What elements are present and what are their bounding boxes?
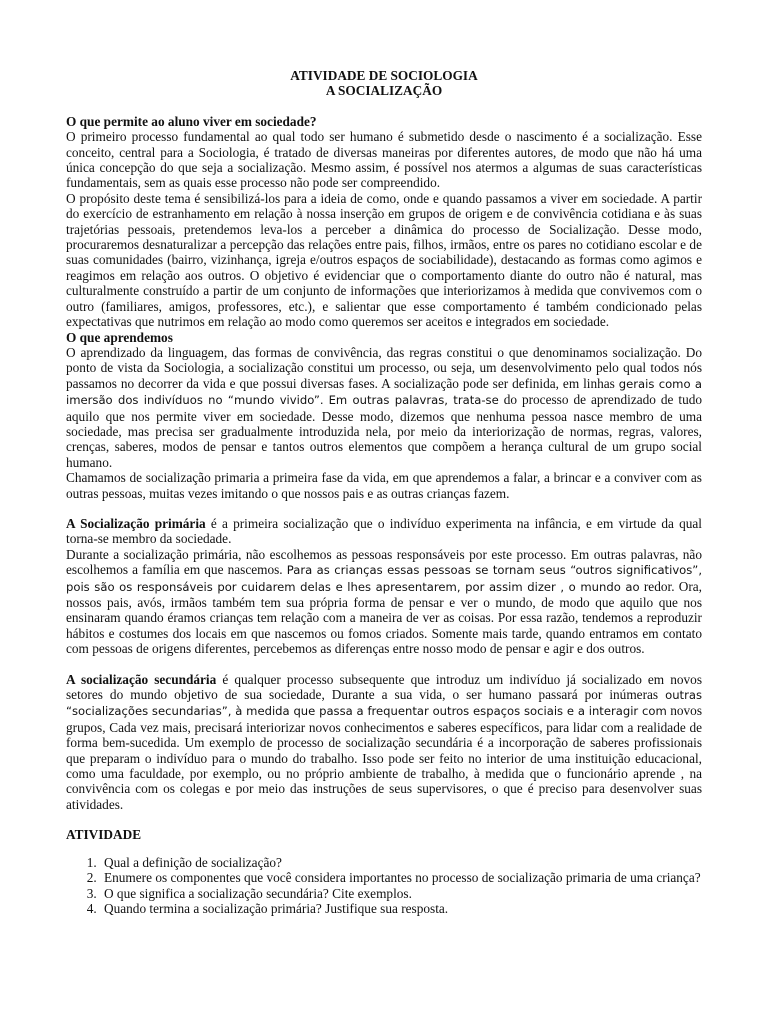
question-list — [66, 855, 702, 917]
paragraph — [66, 547, 702, 657]
paragraph: O primeiro processo fundamental ao qual todo ser humano é submetido desde o nascimento é a socialização. Esse conceito, central para a Sociologia, é tratado de diversas maneiras por diferentes autores, de modo que não há uma única concepção do que seja a socialização. Mesmo assim, é possível nos atermos a algumas de suas características fundamentais, sem as quais esse processo não pode ser compreendido. — [66, 129, 702, 191]
text-run-sans: gerais como a imersão dos indivíduos no “mundo vivido”. — [66, 376, 702, 408]
paragraph — [66, 345, 702, 470]
paragraph — [66, 672, 702, 813]
text-run: O aprendizado da linguagem, das formas de convivência, das regras constitui o que denominamos socialização. Do ponto de vista da Sociologia, a socialização constitui um processo, ou seja, um desenvolvimento pelo qual todos nós passamos no decorrer da vida e que possui diversas fases. A socialização pode ser definida, em linhas — [66, 344, 702, 391]
text-run: é a primeira socialização que o indivíduo experimenta na infância, e em virtude da qual torna-se membro da sociedade. — [66, 515, 703, 547]
paragraph — [66, 516, 702, 547]
text-run: redor. Ora, nossos pais, avós, irmãos também tem sua própria forma de pensar e ver o mundo, de modo que aquilo que nos ensinaram quando éramos crianças tem relação com a maneira de ver as coisas. Por essa razão, tendemos a reproduzir hábitos e costumes dos locais em que nascemos ou fomos criados. Somente mais tarde, quando entramos em contato com pessoas de origens diferentes, percebemos as diferenças entre nosso modo de pensar e agir e dos outros. — [66, 578, 703, 657]
paragraph: Chamamos de socialização primaria a primeira fase da vida, em que aprendemos a falar, a brincar e a conviver com as outras pessoas, muitas vezes imitando o que nossos pais e as outras crianças fazem. — [66, 470, 702, 501]
document-page — [66, 68, 702, 916]
text-run: é qualquer processo subsequente que introduz um indivíduo já socializado em novos setores do mundo objetivo de sua sociedade, Durante a sua vida, o ser humano passará por inúmeras — [66, 671, 702, 703]
text-run: Durante a socialização primária, não escolhemos as pessoas responsáveis por este processo. Em outras palavras, não escolhemos a família em que nascemos. — [66, 546, 702, 578]
document-title: ATIVIDADE DE SOCIOLOGIA — [290, 68, 478, 83]
spacer — [66, 657, 702, 672]
spacer — [66, 501, 702, 516]
question-item: 3. O que significa a socialização secundária? Cite exemplos. — [100, 886, 702, 901]
text-run-sans: outras “socializações secundarias”, à medida que passa a frequentar outros espaços sociais e a interagir com — [66, 688, 703, 719]
document-subtitle: A SOCIALIZAÇÃO — [325, 83, 443, 99]
text-run-sans: Para as crianças essas pessoas se tornam seus “outros significativos”, pois são os responsáveis por cuidarem delas e lhes apresentarem, por assim dizer , o mundo ao — [66, 563, 703, 594]
text-run: novos grupos, Cada vez mais, precisará interiorizar novos conhecimentos e saberes específicos, para lidar com a realidade de forma bem-sucedida. Um exemplo de processo de socialização secundária é a incorporação de saberes profissionais que preparam o indivíduo para o mundo do trabalho. Isso pode ser feito no interior de uma instituição educacional, como uma faculdade, por exemplo, ou no próprio ambiente de trabalho, à medida que o funcionário aprende , na convivência com os colegas e por meio das instruções de seus supervisores, o que é preciso para desenvolver suas atividades. — [66, 703, 703, 812]
text-run-sans: Em outras palavras, trata-se — [328, 393, 499, 408]
spacer — [66, 812, 702, 827]
section-heading-o-que-aprendemos: O que aprendemos — [66, 329, 173, 345]
activity-heading: ATIVIDADE — [66, 827, 142, 843]
paragraph: O propósito deste tema é sensibilizá-los para a ideia de como, onde e quando passamos a viver em sociedade. A partir do exercício de estranhamento em relação à nossa inserção em grupos de origem e de convivência cotidiana e às suas trajetórias pessoais, pretendemos leva-los a perceber a dinâmica do processo de Socialização. Desse modo, procuraremos desnaturalizar a percepção das relações entre pais, filhos, irmãos, entre os pares no cotidiano escolar e de suas comunidades (bairro, vizinhança, igreja e/outros espaços de sociabilidade), destacando as formas como agimos e reagimos em relação aos outros. O objetivo é evidenciar que o comportamento diante do outro não é natural, mas culturalmente construído a partir de um conjunto de informações que interiorizamos à medida que convivemos com o outro (familiares, amigos, professores, etc.), e salientar que esse comportamento é também condicionado pelas expectativas que nutrimos em relação ao modo como queremos ser aceitos e integrados em sociedade. — [66, 190, 702, 330]
text-run: do processo de aprendizado de tudo aquilo que nos permite viver em sociedade. Desse modo, dizemos que nenhuma pessoa nasce membro de uma sociedade, mas precisa ser gradualmente introduzida nela, por meio da interiorização de normas, regras, valores, crenças, saberes, modos de pensar e tantos outros elementos que compõem a herança cultural de um grupo social humano. — [66, 392, 703, 470]
term-socializacao-secundaria: A socialização secundária — [66, 671, 217, 687]
question-item: 1. Qual a definição de socialização? — [100, 855, 702, 870]
section-heading-viver-em-sociedade: O que permite ao aluno viver em sociedade? — [66, 113, 317, 129]
question-item: 4. Quando termina a socialização primária? Justifique sua resposta. — [100, 901, 702, 916]
question-item: 2. Enumere os componentes que você considera importantes no processo de socialização primaria de uma criança? — [100, 870, 702, 885]
term-socializacao-primaria: A Socialização primária — [66, 515, 206, 531]
